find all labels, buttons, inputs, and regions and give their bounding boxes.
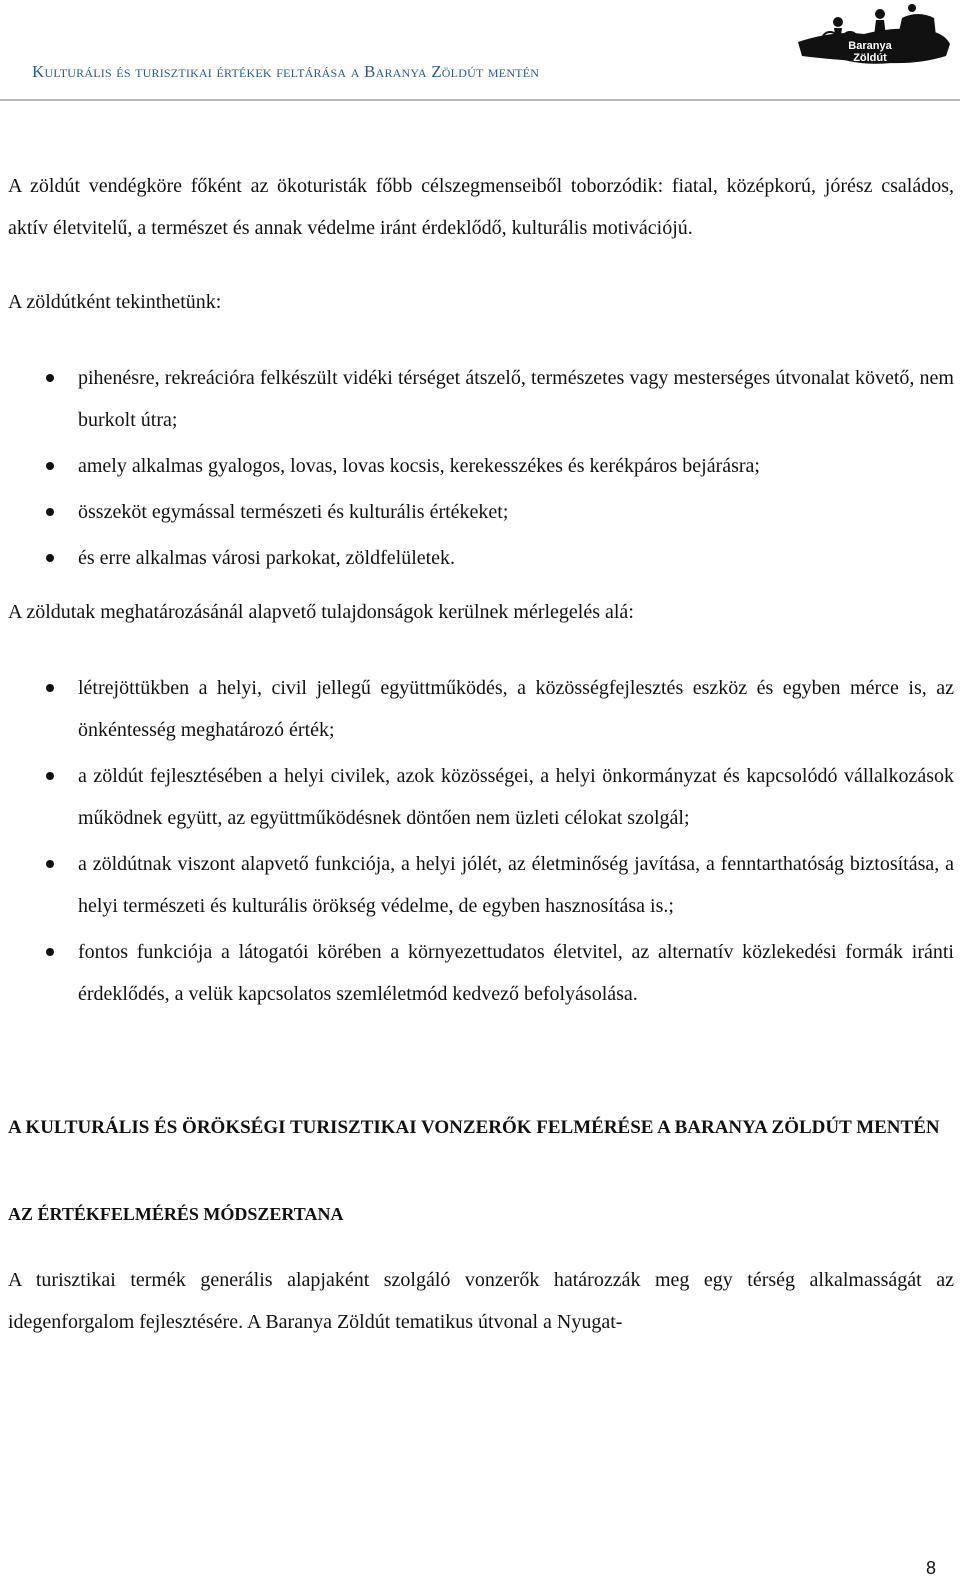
list-item: és erre alkalmas városi parkokat, zöldfelületek.: [8, 537, 954, 579]
bullet-list-properties: [8, 667, 954, 1015]
bullet-icon: [46, 948, 54, 956]
paragraph-methodology: A turisztikai termék generális alapjaként szolgáló vonzerők határozzák meg egy térség alkalmasságát az idegenforgalom fejlesztésére. A Baranya Zöldút tematikus útvonal a Nyugat-: [8, 1269, 954, 1333]
page-number: 8: [926, 1558, 937, 1578]
bullet-icon: [46, 374, 54, 382]
baranya-zoldut-logo: [794, 0, 954, 90]
list-item: összeköt egymással természeti és kulturális értékeket;: [8, 491, 954, 533]
page-header: [0, 0, 960, 100]
bullet-icon: [46, 554, 54, 562]
header-divider: [0, 99, 960, 101]
bullet-icon: [46, 508, 54, 516]
document-body: [8, 165, 954, 1343]
list-item: a zöldútnak viszont alapvető funkciója, a helyi jólét, az életminőség javítása, a fenntarthatóság biztosítása, a helyi természeti és kulturális örökség védelme, de egyben hasznosítása is.;: [8, 843, 954, 927]
logo-text: Baranya Zöldút: [848, 40, 892, 64]
list-item: létrejöttükben a helyi, civil jellegű együttműködés, a közösségfejlesztés eszköz és egyben mérce is, az önkéntesség meghatározó érték;: [8, 667, 954, 751]
list-item: a zöldút fejlesztésében a helyi civilek, azok közösségei, a helyi önkormányzat és kapcsolódó vállalkozások működnek együtt, az együttműködésnek döntően nem üzleti célokat szolgál;: [8, 755, 954, 839]
list-item: pihenésre, rekreációra felkészült vidéki térséget átszelő, természetes vagy mesterséges útvonalat követő, nem burkolt útra;: [8, 357, 954, 441]
header-title: Kulturális és turisztikai értékek feltárása a Baranya Zöldút mentén: [32, 62, 540, 81]
subsection-heading: AZ ÉRTÉKFELMÉRÉS MÓDSZERTANA: [8, 1204, 344, 1224]
bullet-icon: [46, 684, 54, 692]
list-item: amely alkalmas gyalogos, lovas, lovas kocsis, kerekesszékes és kerékpáros bejárásra;: [8, 445, 954, 487]
bullet-list-greenway-definition: [8, 357, 954, 579]
section-heading: A KULTURÁLIS ÉS ÖRÖKSÉGI TURISZTIKAI VONZERŐK FELMÉRÉSE A BARANYA ZÖLDÚT MENTÉN: [8, 1117, 940, 1138]
list-item: fontos funkciója a látogatói körében a környezettudatos életvitel, az alternatív közlekedési formák iránti érdeklődés, a velük kapcsolatos szemléletmód kedvező befolyásolása.: [8, 931, 954, 1015]
paragraph-list-intro: A zöldútként tekinthetünk:: [8, 291, 222, 313]
bullet-icon: [46, 860, 54, 868]
bullet-icon: [46, 772, 54, 780]
paragraph-properties-intro: A zöldutak meghatározásánál alapvető tulajdonságok kerülnek mérlegelés alá:: [8, 601, 634, 623]
bullet-icon: [46, 462, 54, 470]
paragraph-audience: A zöldút vendégköre főként az ökoturisták főbb célszegmenseiből toborzódik: fiatal, középkorú, jórész családos, aktív életvitelű, a természet és annak védelme iránt érdeklődő, kulturális motivációjú.: [8, 175, 954, 239]
